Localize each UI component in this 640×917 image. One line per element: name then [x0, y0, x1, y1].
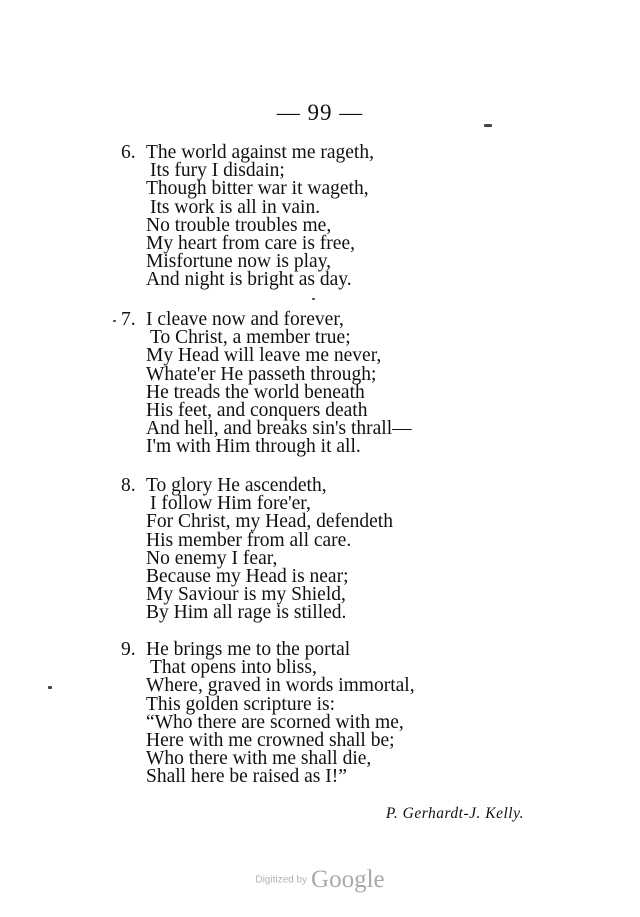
- stanza-line: Whate'er He passeth through;: [146, 363, 377, 385]
- stanza-line: Misfortune now is play,: [146, 251, 332, 273]
- google-logo: Google: [311, 866, 385, 893]
- stanza-line: That opens into bliss,: [150, 657, 317, 679]
- stanza-line: Shall here be raised as I!”: [146, 766, 347, 788]
- digitized-watermark: [0, 866, 640, 894]
- stanza-line: This golden scripture is:: [146, 693, 336, 715]
- stanza-line: No enemy I fear,: [146, 547, 278, 569]
- scan-speck: [113, 320, 116, 322]
- stanza-line: I follow Him fore'er,: [150, 493, 311, 515]
- stanza-line: To glory He ascendeth,: [146, 475, 327, 496]
- stanza-number: 6.: [121, 142, 136, 163]
- stanza-line: He treads the world beneath: [146, 381, 365, 403]
- scan-speck: [48, 686, 52, 689]
- stanza-line: Here with me crowned shall be;: [146, 729, 395, 751]
- stanza-number: 7.: [121, 309, 136, 330]
- hymn-attribution: P. Gerhardt-J. Kelly.: [385, 805, 524, 822]
- stanza-line: I'm with Him through it all.: [146, 436, 361, 458]
- stanza-line: I cleave now and forever,: [146, 309, 344, 330]
- stanza-line: Who there with me shall die,: [146, 748, 372, 770]
- scan-speck: [484, 124, 492, 127]
- stanza-number: 9.: [121, 639, 136, 660]
- stanza-line: Its work is all in vain.: [150, 196, 321, 218]
- stanza-line: Its fury I disdain;: [150, 160, 285, 182]
- stanza-line: To Christ, a member true;: [150, 327, 351, 349]
- stanza-line: Though bitter war it wageth,: [146, 178, 369, 200]
- stanza-line: His member from all care.: [146, 529, 352, 551]
- watermark-prefix: Digitized by: [255, 874, 308, 886]
- page-number: — 99 —: [276, 100, 364, 125]
- stanza-line: My Saviour is my Shield,: [146, 584, 346, 606]
- stanza-line: Because my Head is near;: [146, 565, 349, 587]
- stanza-line: My heart from care is free,: [146, 232, 355, 254]
- stanza-line: His feet, and conquers death: [146, 399, 368, 421]
- stanza-line: “Who there are scorned with me,: [146, 711, 404, 733]
- stanza-line: Where, graved in words immortal,: [146, 675, 415, 697]
- stanza-line: And night is bright as day.: [146, 269, 352, 291]
- stanza-line: And hell, and breaks sin's thrall—: [146, 418, 412, 440]
- stanza-line: For Christ, my Head, defendeth: [146, 511, 393, 533]
- stanza-line: The world against me rageth,: [146, 142, 374, 163]
- stanza-line: No trouble troubles me,: [146, 214, 332, 236]
- stanza-line: He brings me to the portal: [146, 639, 351, 660]
- stanza-line: By Him all rage is stilled.: [146, 602, 347, 624]
- stanza-line: My Head will leave me never,: [146, 345, 382, 367]
- scan-speck: [312, 298, 315, 300]
- stanza-number: 8.: [121, 475, 136, 496]
